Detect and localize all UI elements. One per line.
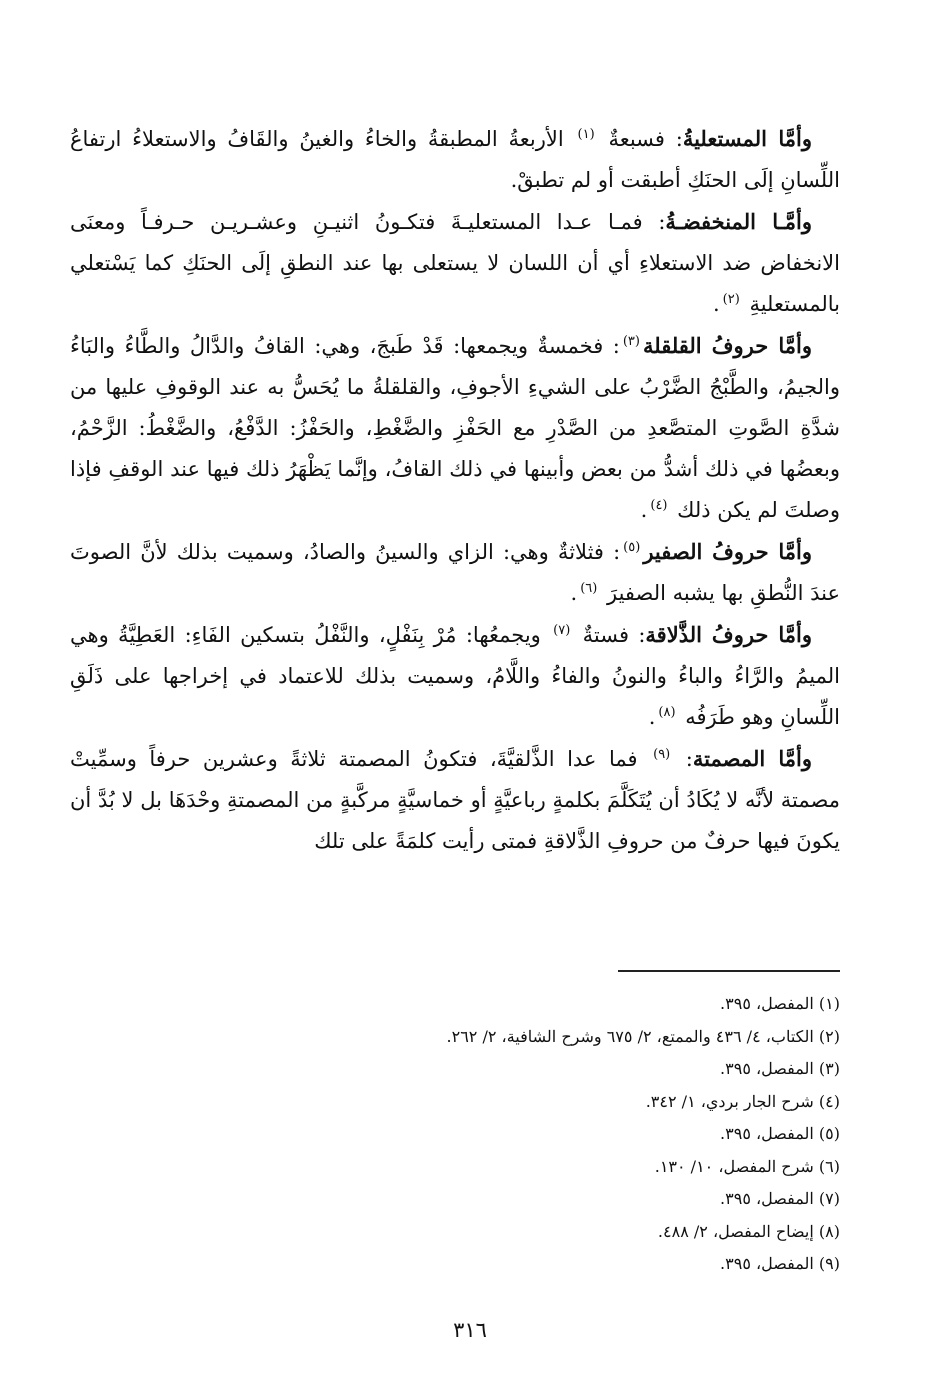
paragraph-heading: وأمَّا المستعليةُ xyxy=(682,126,812,151)
footnote: (٢) الكتاب، ٤/ ٤٣٦ والممتع، ٢/ ٦٧٥ وشرح الشافية، ٢/ ٢٦٢. xyxy=(446,1026,840,1046)
paragraph-text: . xyxy=(570,581,578,605)
paragraph-text: : فمـا عـدا المستعليـةَ فتكـونُ اثنيـنِ وعشـريـن حـرفـاً ومعنَى الانخفاض ضد الاستعلاءِ أي أن اللسان لا يستعلى بها عند النطقِ إلَى الحنَكِ كما يَسْتعلي بالمستعليةِ xyxy=(70,210,840,316)
footnote: (٣) المفصل، ٣٩٥. xyxy=(720,1059,840,1078)
paragraph-text: : فسبعةٌ xyxy=(597,127,683,151)
paragraph xyxy=(70,531,840,614)
footnote-marker: (٢) xyxy=(722,292,740,307)
footnote-marker: (٧) xyxy=(553,623,571,638)
paragraph xyxy=(70,738,840,862)
footnote-marker: (٦) xyxy=(580,581,598,596)
paragraph-text: : xyxy=(673,747,693,771)
main-text xyxy=(70,118,840,862)
paragraph xyxy=(70,325,840,531)
footnote-separator xyxy=(618,970,840,972)
paragraph xyxy=(70,614,840,738)
footnote-marker: (٩) xyxy=(653,747,671,762)
footnote: (٧) المفصل، ٣٩٥. xyxy=(720,1189,840,1208)
paragraph-text: . xyxy=(712,292,720,316)
paragraph-heading: وأمَّا حروفُ الذَّلاقة xyxy=(645,622,812,647)
footnotes xyxy=(300,988,840,1281)
footnote: (٦) شرح المفصل، ١٠/ ١٣٠. xyxy=(654,1156,840,1176)
paragraph xyxy=(70,201,840,325)
paragraph-text: : فخمسةٌ ويجمعها: قَدْ طَبجَ، وهي: القافُ والدَّالُ والطَّاءُ والبَاءُ والجيمُ، والطَّبْجُ الضَّرْبُ على الشيءِ الأجوفِ، والقلقلةُ ما يُحَسُّ به عند الوقوفِ عليها من شدَّةِ الصَّوتِ المتصَّعدِ من الصَّدْرِ مع الحَفْزِ والضَّغْطِ، والحَفْزُ: الدَّفْعُ، والضَّغْطُ: الزَّحْمُ، وبعضُها في ذلك أشدُّ من بعض وأبينها في ذلك القافُ، وإنَّما يَظْهَرُ ذلك فيها عند الوقفِ فإذا وصلتَ لم يكن ذلك xyxy=(70,334,840,522)
paragraph-heading: وأمَّا حروفُ الصفير xyxy=(643,539,812,564)
footnote: (٤) شرح الجار بردي، ١/ ٣٤٢. xyxy=(645,1091,840,1111)
paragraph xyxy=(70,118,840,201)
footnote: (٩) المفصل، ٣٩٥. xyxy=(720,1254,840,1273)
paragraph-text: فما عدا الذَّلقيَّةَ، فتكونُ المصمتة ثلاثةً وعشرين حرفاً وسمِّيتْ مصمتة لأنَّه لا يُكَادُ أن يُتَكَلَّمَ بكلمةٍ رباعيَّةٍ أو خماسيَّةٍ مركَّبةٍ من المصمتةِ وحْدَهَا بل لا بُدَّ أن يكونَ فيها حرفٌ من حروفِ الذَّلاقةِ فمتى رأيت كلمَةً على تلك xyxy=(70,747,840,853)
footnote-marker: (٥) xyxy=(623,540,641,555)
footnote: (٨) إيضاح المفصل، ٢/ ٤٨٨. xyxy=(657,1221,840,1241)
footnote: (١) المفصل، ٣٩٥. xyxy=(720,994,840,1013)
footnote-marker: (٨) xyxy=(658,705,676,720)
paragraph-text: . xyxy=(640,498,648,522)
paragraph-text: ويجمعُها: مُرْ بِنَفْلٍ، والنَّفْلُ بتسكين الفَاءِ: العَطِيَّةُ وهي الميمُ والرَّاءُ والباءُ والنونُ والفاءُ واللَّامُ، وسميت بذلك للاعتماد في إخراجها على ذَلَقِ اللِّسانِ وهو طَرَفُه xyxy=(70,623,840,729)
paragraph-text: : فثلاثةٌ وهي: الزاي والسينُ والصادُ، وسميت بذلك لأنَّ الصوتَ عندَ النُّطقِ بها يشبه الصفيرَ xyxy=(70,540,840,605)
page-number: ٣١٦ xyxy=(453,1318,487,1342)
footnote-marker: (٣) xyxy=(622,334,640,349)
paragraph-heading: وأمَّا حروفُ القلقلة xyxy=(642,333,812,358)
footnote-marker: (١) xyxy=(577,127,595,142)
paragraph-text: الأربعةُ المطبقةُ والخاءُ والغينُ والقَافُ والاستعلاءُ ارتفاعُ اللِّسانِ إلَى الحنَكِ أطبقت أو لم تطبقْ. xyxy=(70,127,840,192)
paragraph-heading: وأمَّا المصمتة xyxy=(692,746,812,771)
footnote: (٥) المفصل، ٣٩٥. xyxy=(720,1124,840,1143)
paragraph-text: : فستةٌ xyxy=(573,623,646,647)
paragraph-text: . xyxy=(648,705,656,729)
footnote-marker: (٤) xyxy=(650,498,668,513)
paragraph-heading: وأمَّـا المنخفضـةُ xyxy=(665,209,812,234)
